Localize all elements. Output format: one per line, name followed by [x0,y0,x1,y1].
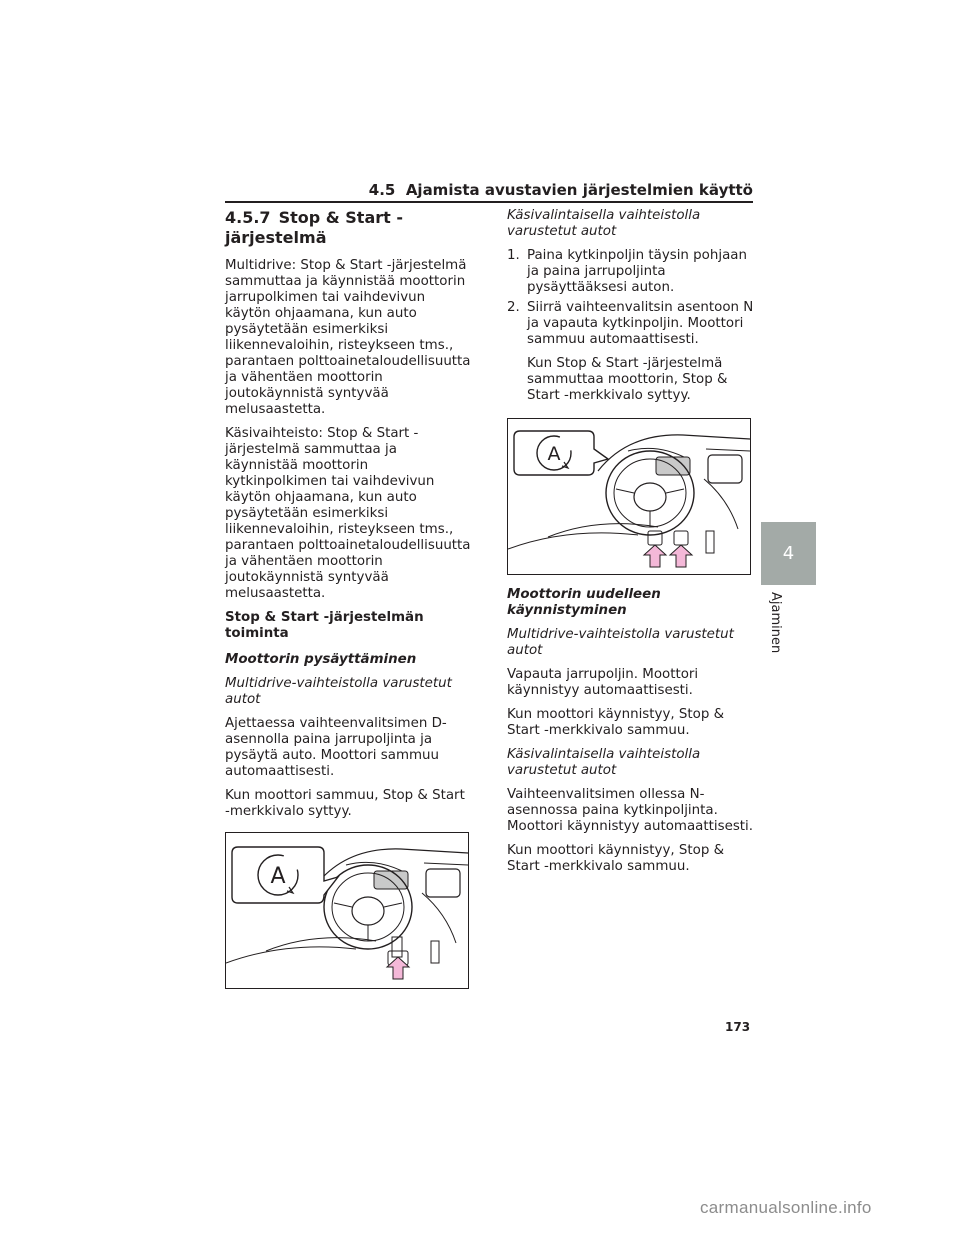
chapter-label [765,592,785,652]
restart-manual-instruction: Vaihteenvalitsimen ollessa N-asennossa paina kytkinpoljinta. Moottori käynnistyy automaattisesti. [507,787,754,834]
stopping-indicator-note: Kun moottori sammuu, Stop & Start -merkkivalo syttyy. [225,788,465,819]
brake-pedal-arrow-icon [670,545,692,567]
restart-multidrive-instruction: Vapauta jarrupoljin. Moottori käynnistyy automaattisesti. [507,667,699,698]
chapter-tab[interactable] [761,522,816,585]
chapter-number: 4 [782,543,795,564]
header-rule [225,201,753,203]
multidrive-label: Multidrive-vaihteistolla varustetut autot [507,627,734,658]
running-header [369,181,753,199]
section-number: 4.5.7 [225,208,271,227]
operation-subheading: Stop & Start -järjestelmän toiminta [225,610,424,641]
manual-transmission-label: Käsivalintaisella vaihteistolla varustetut autot [507,208,701,239]
step-text: Paina kytkinpoljin täysin pohjaan ja paina jarrupoljinta pysäyttääksesi auton. [527,248,747,295]
figure-manual-stop [507,418,751,575]
step-number: 1. [507,248,520,263]
right-column [507,208,755,883]
step-note: Kun Stop & Start -järjestelmä sammuttaa moottorin, Stop & Start -merkkivalo syttyy. [527,356,728,403]
section-title [225,208,473,248]
dashboard-illustration [226,833,468,988]
pedal-arrow-icon [387,957,409,979]
restart-heading: Moottorin uudelleen käynnistyminen [507,587,661,618]
section-title-text: Stop & Start -järjestelmä [225,208,403,247]
stopping-heading: Moottorin pysäyttäminen [225,652,417,667]
manual-transmission-label-2: Käsivalintaisella vaihteistolla varustetut autot [507,747,701,778]
header-section-number: 4.5 [368,181,396,199]
page-number: 173 [725,1020,751,1034]
header-title: Ajamista avustavien järjestelmien käyttö [405,181,753,199]
step-number: 2. [507,300,520,315]
intro-manual: Käsivaihteisto: Stop & Start -järjestelmä sammuttaa ja käynnistää moottorin kytkinpolkimen tai vaihdevivun käytön ohjaamana, kun auto pysäytetään esimerkiksi liikennevaloihin, risteykseen tms., parantaen polttoainetaloudellisuutta ja vähentäen moottorin joutokäynnistä syntyvää melusaastetta. [225,426,471,601]
intro-multidrive: Multidrive: Stop & Start -järjestelmä sammuttaa ja käynnistää moottorin jarrupolkimen tai vaihdevivun käytön ohjaamana, kun auto pysäytetään esimerkiksi liikennevaloihin, risteykseen tms., parantaen polttoainetaloudellisuutta ja vähentäen moottorin joutokäynnistä syntyvää melusaastetta. [225,258,471,417]
restart-manual-indicator-note: Kun moottori käynnistyy, Stop & Start -merkkivalo sammuu. [507,843,725,874]
figure-multidrive-stop [225,832,469,989]
indicator-letter: A [547,443,561,465]
left-column [225,208,473,989]
indicator-letter: A [270,864,286,889]
restart-multidrive-indicator-note: Kun moottori käynnistyy, Stop & Start -merkkivalo sammuu. [507,707,725,738]
stop-steps-list [507,248,755,348]
stopping-instruction: Ajettaessa vaihteenvalitsimen D-asennolla paina jarrupoljinta ja pysäytä auto. Moottori sammuu automaattisesti. [225,716,447,779]
list-item [507,300,755,348]
list-item [507,248,755,296]
dashboard-illustration [508,419,750,574]
multidrive-label: Multidrive-vaihteistolla varustetut autot [225,676,452,707]
step-text: Siirrä vaihteenvalitsin asentoon N ja vapauta kytkinpoljin. Moottori sammuu automaattisesti. [527,300,754,347]
watermark: carmanualsonline.info [700,1198,872,1217]
chapter-label-text: Ajaminen [768,592,783,654]
clutch-pedal-arrow-icon [644,545,666,567]
